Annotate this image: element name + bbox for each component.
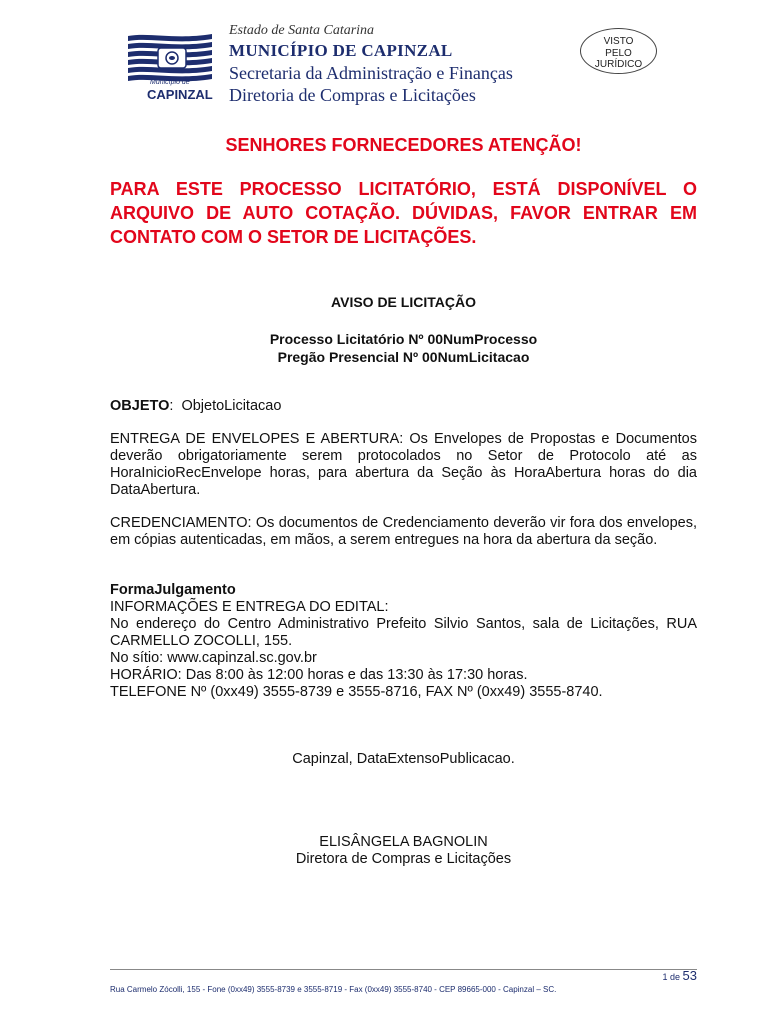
attention-heading: SENHORES FORNECEDORES ATENÇÃO! [225,135,582,155]
info-block [110,582,697,701]
stamp-line: JURÍDICO [594,59,643,70]
notice-message: PARA ESTE PROCESSO LICITATÓRIO, ESTÁ DISPONÍVEL O ARQUIVO DE AUTO COTAÇÃO. DÚVIDAS, FAVOR ENTRAR EM CONTATO COM O SETOR DE LICITAÇÕES. [110,179,697,247]
objeto-label: OBJETO [110,398,170,414]
stamp-line: VISTO [603,36,634,47]
municipality-logo [120,30,220,105]
credenciamento-paragraph: CREDENCIAMENTO: Os documentos de Credenciamento deverão vir fora dos envelopes, em cópias autenticadas, em mãos, a serem entregues na hora da abertura da seção. [110,515,697,548]
info-line: No endereço do Centro Administrativo Prefeito Silvio Santos, sala de Licitações, RUA CARMELLO ZOCOLLI, 155. [110,616,697,649]
page-current: 1 [662,972,668,982]
signature-block [110,834,697,868]
objeto-paragraph [110,398,697,415]
info-line: No sítio: www.capinzal.sc.gov.br [110,650,317,666]
logo-caption-small: Município de [150,79,190,86]
process-info [110,330,697,366]
directorate-name: Diretoria de Compras e Licitações [229,85,476,105]
legal-review-stamp [580,28,657,74]
municipality-name: MUNICÍPIO DE CAPINZAL [229,41,453,60]
signer-name: ELISÂNGELA BAGNOLIN [319,834,488,850]
secretariat-name: Secretaria da Administração e Finanças [229,63,513,83]
page-of: de [670,972,681,982]
objeto-value: ObjetoLicitacao [181,398,282,414]
forma-julgamento: FormaJulgamento [110,582,236,598]
objeto-separator: : [169,398,182,414]
info-line: TELEFONE Nº (0xx49) 3555-8739 e 3555-8716, FAX Nº (0xx49) 3555-8740. [110,684,603,700]
entrega-paragraph: ENTREGA DE ENVELOPES E ABERTURA: Os Envelopes de Propostas e Documentos deverão obrigatoriamente serem protocolados no Setor de Protocolo até as HoraInicioRecEnvelope horas, para abertura da Seção às HoraAbertura horas do dia DataAbertura. [110,431,697,498]
header-text [229,22,569,106]
processo-number: Processo Licitatório Nº 00NumProcesso [269,331,538,347]
logo-caption-big: CAPINZAL [147,87,213,102]
pregao-number: Pregão Presencial Nº 00NumLicitacao [277,349,530,365]
stamp-line: PELO [605,47,632,59]
info-line: INFORMAÇÕES E ENTREGA DO EDITAL: [110,599,389,615]
footer-address: Rua Carmelo Zócolli, 155 - Fone (0xx49) 3555-8739 e 3555-8719 - Fax (0xx49) 3555-8740 - CEP 89665-000 - Capinzal – SC. [110,985,557,994]
signer-role: Diretora de Compras e Licitações [295,851,512,867]
page-number [600,968,697,983]
place-date: Capinzal, DataExtensoPublicacao. [292,751,515,767]
state-name: Estado de Santa Catarina [229,23,375,38]
page-total: 53 [682,968,697,983]
aviso-title: AVISO DE LICITAÇÃO [331,294,476,310]
info-line: HORÁRIO: Das 8:00 às 12:00 horas e das 13:30 às 17:30 horas. [110,667,528,683]
